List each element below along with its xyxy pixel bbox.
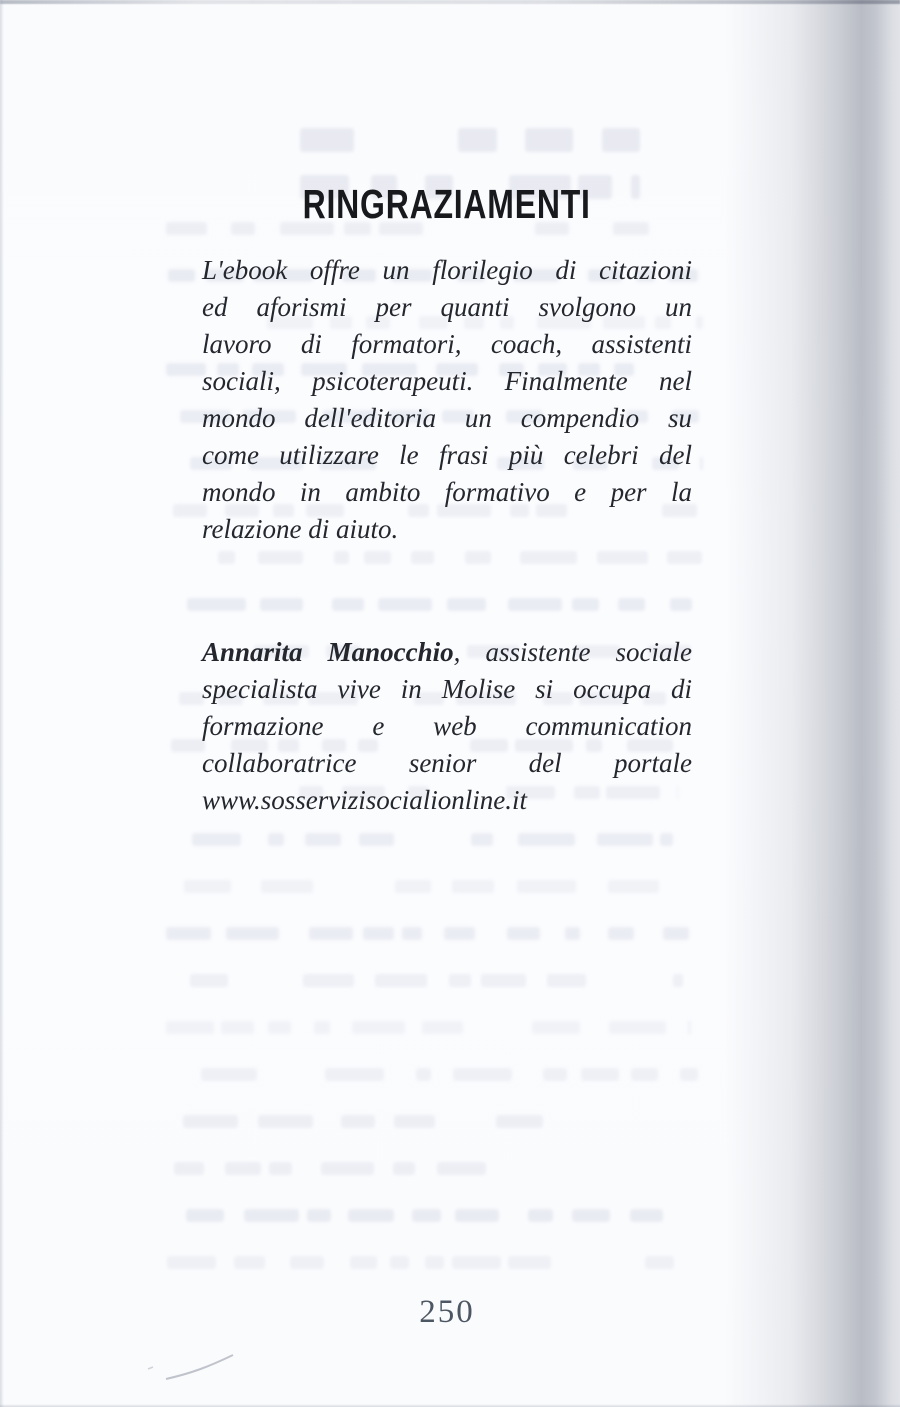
text-line: relazione di aiuto. — [202, 514, 399, 544]
text-line: formazione e web communication — [202, 711, 692, 741]
text-line: come utilizzare le frasi più celebri del — [202, 440, 692, 470]
website-url: www.sosservizisocialionline.it — [202, 785, 528, 815]
text-line: specialista vive in Molise si occupa di — [202, 674, 692, 704]
text-line: sociali, psicoterapeuti. Finalmente nel — [202, 366, 692, 396]
text-line: mondo in ambito formativo e per la — [202, 477, 692, 507]
text-line: L'ebook offre un florilegio di citazioni — [202, 255, 692, 285]
text-line-rest: , assistente sociale — [453, 637, 692, 667]
chapter-title-text: RINGRAZIAMENTI — [302, 181, 592, 227]
text-line — [202, 634, 692, 671]
chapter-title — [202, 180, 692, 228]
text-line: lavoro di formatori, coach, assistenti — [202, 329, 692, 359]
author-bio-paragraph — [202, 634, 692, 819]
text-line: mondo dell'editoria un compendio su — [202, 403, 692, 433]
intro-paragraph — [202, 252, 692, 548]
page-number: 250 — [419, 1294, 475, 1330]
text-line: collaboratrice senior del portale — [202, 748, 692, 778]
author-name: Annarita Manocchio — [202, 637, 454, 667]
text-line: ed aforismi per quanti svolgono un — [202, 292, 692, 322]
